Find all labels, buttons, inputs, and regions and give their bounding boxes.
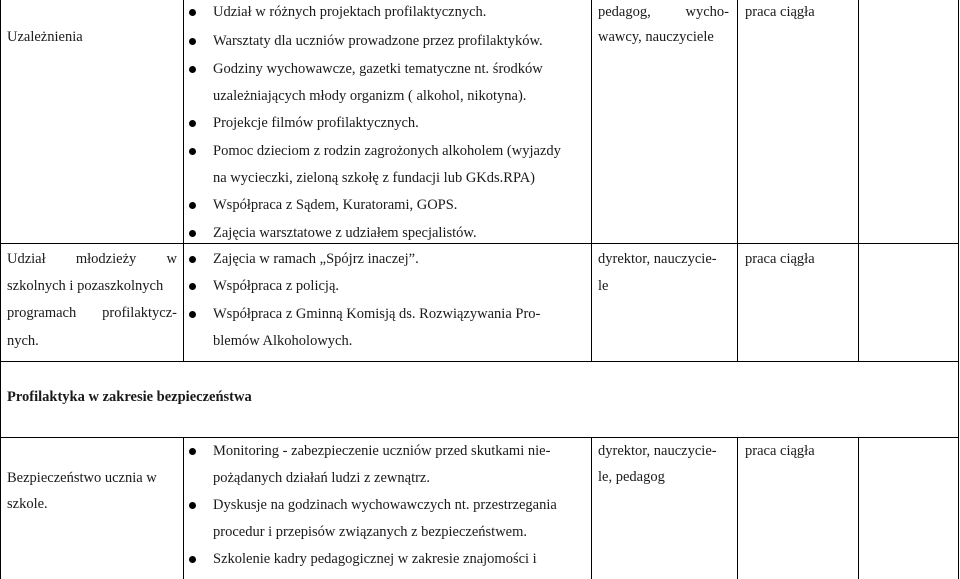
topic-text: szkolnych i pozaszkolnych — [7, 278, 164, 294]
responsible-text: le — [598, 278, 609, 294]
list-item: Projekcje filmów profilaktycznych. — [213, 115, 419, 131]
table-border — [0, 361, 959, 362]
table-border — [591, 0, 592, 362]
list-item-continuation: pożądanych działań ludzi z zewnątrz. — [213, 470, 430, 486]
responsible-text: wawcy, nauczyciele — [598, 29, 714, 45]
table-border — [858, 0, 859, 362]
list-item: Pomoc dzieciom z rodzin zagrożonych alkoholem (wyjazdy — [213, 143, 561, 159]
term-cell: praca ciągła — [745, 443, 815, 459]
table-border — [858, 438, 859, 579]
topic-text: w — [166, 251, 177, 267]
bullet-icon — [189, 38, 196, 45]
topic-text: profilaktycz- — [102, 305, 177, 321]
bullet-icon — [189, 9, 196, 16]
table-border — [0, 243, 959, 244]
list-item: Godziny wychowawcze, gazetki tematyczne nt. środków — [213, 61, 543, 77]
bullet-icon — [189, 283, 196, 290]
bullet-icon — [189, 148, 196, 155]
bullet-icon — [189, 202, 196, 209]
term-cell: praca ciągła — [745, 251, 815, 267]
responsible-text: le, pedagog — [598, 469, 665, 485]
bullet-icon — [189, 256, 196, 263]
topic-text — [7, 305, 177, 321]
list-item: Zajęcia w ramach „Spójrz inaczej”. — [213, 251, 419, 267]
topic-cell: Uzależnienia — [7, 29, 83, 45]
topic-text: nych. — [7, 333, 39, 349]
list-item: Szkolenie kadry pedagogicznej w zakresie znajomości i — [213, 551, 537, 567]
list-item-continuation: uzależniających młody organizm ( alkohol, nikotyna). — [213, 88, 527, 104]
topic-text: Bezpieczeństwo ucznia w — [7, 470, 157, 486]
topic-text: programach — [7, 305, 77, 321]
section-header: Profilaktyka w zakresie bezpieczeństwa — [7, 389, 252, 405]
term-cell: praca ciągła — [745, 4, 815, 20]
list-item: Współpraca z Sądem, Kuratorami, GOPS. — [213, 197, 458, 213]
table-border — [737, 438, 738, 579]
bullet-icon — [189, 120, 196, 127]
table-border — [0, 0, 1, 579]
topic-text: młodzieży — [75, 251, 137, 267]
list-item-continuation: na wycieczki, zieloną szkołę z fundacji lub GKds.RPA) — [213, 170, 536, 186]
responsible-text: dyrektor, nauczycie- — [598, 443, 717, 459]
list-item: Warsztaty dla uczniów prowadzone przez profilaktyków. — [213, 33, 543, 49]
list-item: Zajęcia warsztatowe z udziałem specjalistów. — [213, 225, 477, 241]
topic-text: szkole. — [7, 496, 48, 512]
list-item: Współpraca z policją. — [213, 278, 340, 294]
list-item: Udział w różnych projektach profilaktycznych. — [213, 4, 487, 20]
topic-cell — [7, 251, 177, 267]
table-border — [183, 0, 184, 362]
responsible-text: wycho- — [685, 4, 729, 20]
responsible-text: pedagog, — [598, 4, 651, 20]
table-border — [591, 438, 592, 579]
bullet-icon — [189, 556, 196, 563]
bullet-icon — [189, 502, 196, 509]
table-border — [958, 0, 959, 579]
bullet-icon — [189, 230, 196, 237]
list-item: Monitoring - zabezpieczenie uczniów przed skutkami nie- — [213, 443, 551, 459]
bullet-icon — [189, 448, 196, 455]
list-item: Współpraca z Gminną Komisją ds. Rozwiązywania Pro- — [213, 306, 541, 322]
list-item-continuation: blemów Alkoholowych. — [213, 333, 353, 349]
table-border — [737, 0, 738, 362]
list-item-continuation: procedur i przepisów związanych z bezpieczeństwem. — [213, 524, 528, 540]
responsible-text: dyrektor, nauczycie- — [598, 251, 717, 267]
table-border — [183, 438, 184, 579]
bullet-icon — [189, 66, 196, 73]
topic-text: Udział — [7, 251, 46, 267]
responsible-cell — [598, 4, 729, 20]
list-item: Dyskusje na godzinach wychowawczych nt. przestrzegania — [213, 497, 557, 513]
bullet-icon — [189, 311, 196, 318]
table-border — [0, 437, 959, 438]
